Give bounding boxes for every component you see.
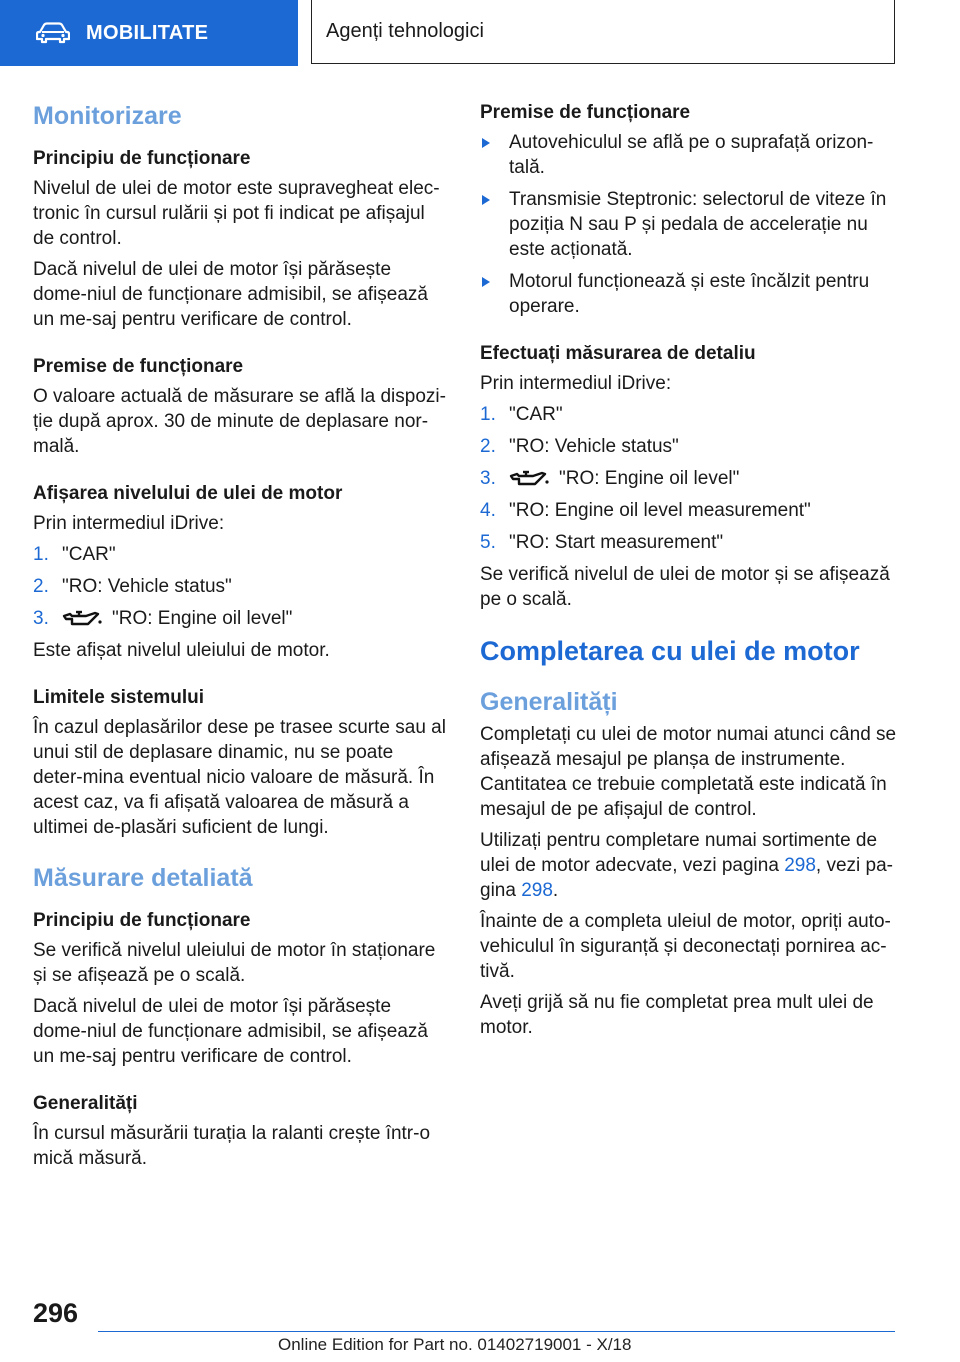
right-column [480,100,898,1046]
footer-divider [98,1331,895,1332]
oil-can-icon [62,610,102,628]
footer-edition: Online Edition for Part no. 01402719001 - X/18 [278,1335,632,1354]
general-block [33,1091,448,1171]
principle-heading: Principiu de funcționare [33,910,251,931]
paragraph: Nivelul de ulei de motor este supravegheat elec-tronic în cursul rulării și pot fi indicat pe afișajul de control. [33,178,440,249]
text-run: . [552,880,559,901]
general-heading: Generalități [33,1093,138,1114]
steps-list [480,402,898,555]
measure-block [480,341,898,612]
page-number: 296 [33,1298,79,1328]
list-item [480,466,898,491]
step-text: "RO: Start measurement" [509,532,724,553]
list-item: Autovehiculul se află pe o suprafață orizon-tală. [480,130,898,180]
display-block [33,481,448,663]
paragraph: Aveți grijă să nu fie completat prea mult ulei de motor. [480,992,874,1038]
paragraph: Prin intermediul iDrive: [33,513,225,534]
step-number: 1. [480,404,496,425]
step-text: "CAR" [509,404,563,425]
premise-heading: Premise de funcționare [33,356,244,377]
paragraph: Se verifică nivelul de ulei de motor și se afișează pe o scală. [480,564,890,610]
section-tab [0,0,298,66]
left-column [33,100,448,1193]
step-number: 5. [480,532,496,553]
limits-heading: Limitele sistemului [33,687,205,708]
paragraph [480,828,898,903]
page-header [0,0,960,66]
step-number: 2. [33,576,49,597]
list-item [33,542,448,567]
oil-can-icon [509,470,549,488]
list-item [480,530,898,555]
general-heading: Generalități [480,688,618,716]
limits-block [33,685,448,840]
step-number: 2. [480,436,496,457]
list-item [33,606,448,631]
step-number: 3. [33,608,49,629]
list-item [33,574,448,599]
premise-block [480,100,898,319]
step-text: "RO: Vehicle status" [509,436,679,457]
steps-list [33,542,448,631]
paragraph: În cazul deplasărilor dese pe trasee scurte sau al unui stil de deplasare dinamic, nu se poate deter-mina eventual nicio valoare de măsură. În acest caz, va fi afișată valoarea de măsură a ultimei de-plasări suficient de lungi. [33,717,446,838]
premise-list [480,130,898,319]
refill-section [480,634,898,1040]
principle-heading: Principiu de funcționare [33,148,251,169]
paragraph: Înainte de a completa uleiul de motor, opriți auto-vehiculul în siguranță și deconectați pornirea ac-tivă. [480,911,891,982]
paragraph: Dacă nivelul de ulei de motor își părăsește dome-niul de funcționare admisibil, se afișează un me-saj pentru verificare de control. [33,259,428,330]
paragraph: O valoare actuală de măsurare se află la dispozi-ție după aprox. 30 de minute de deplasare nor-mală. [33,386,446,457]
monitoring-heading: Monitorizare [33,102,182,130]
step-number: 3. [480,468,496,489]
paragraph: Este afișat nivelul uleiului de motor. [33,640,330,661]
list-item [480,434,898,459]
page-link[interactable]: 298 [784,855,816,876]
car-icon [36,22,70,44]
paragraph: Se verifică nivelul uleiului de motor în staționare și se afișează pe o scală. [33,940,436,986]
list-item [480,402,898,427]
paragraph: Dacă nivelul de ulei de motor își părăsește dome-niul de funcționare admisibil, se afișează un me-saj pentru verificare de control. [33,996,428,1067]
display-heading: Afișarea nivelului de ulei de motor [33,483,343,504]
premise-heading: Premise de funcționare [480,102,691,123]
list-item [480,498,898,523]
text-run: Utilizați pentru completare numai sortimente de ulei de motor adecvate, vezi pagina [480,830,878,876]
section-title: MOBILITATE [86,21,209,44]
step-text: "RO: Vehicle status" [62,576,232,597]
step-text: "CAR" [62,544,116,565]
paragraph: Completați cu ulei de motor numai atunci când se afișează mesajul pe planșa de instrumente. Cantitatea ce trebuie completată este indicată în mesajul de pe afișajul de control. [480,724,897,820]
premise-block [33,354,448,459]
step-number: 4. [480,500,496,521]
detail-heading: Măsurare detaliată [33,864,253,892]
refill-heading: Completarea cu ulei de motor [480,636,860,666]
step-number: 1. [33,544,49,565]
monitoring-section [33,100,448,332]
paragraph: În cursul măsurării turația la ralanti crește într-o mică măsură. [33,1123,431,1169]
step-text: "RO: Engine oil level measurement" [509,500,811,521]
list-item: Transmisie Steptronic: selectorul de viteze în poziția N sau P și pedala de accelerație nu este acționată. [480,187,898,262]
page-link[interactable]: 298 [521,880,553,901]
measure-heading: Efectuați măsurarea de detaliu [480,343,756,364]
text-run: , vezi pa-gina [480,855,893,901]
detail-section [33,862,448,1069]
list-item: Motorul funcționează și este încălzit pentru operare. [480,269,898,319]
step-text: "RO: Engine oil level" [112,608,293,629]
paragraph: Prin intermediul iDrive: [480,373,672,394]
step-text: "RO: Engine oil level" [559,468,740,489]
chapter-title: Agenți tehnologici [311,0,895,64]
